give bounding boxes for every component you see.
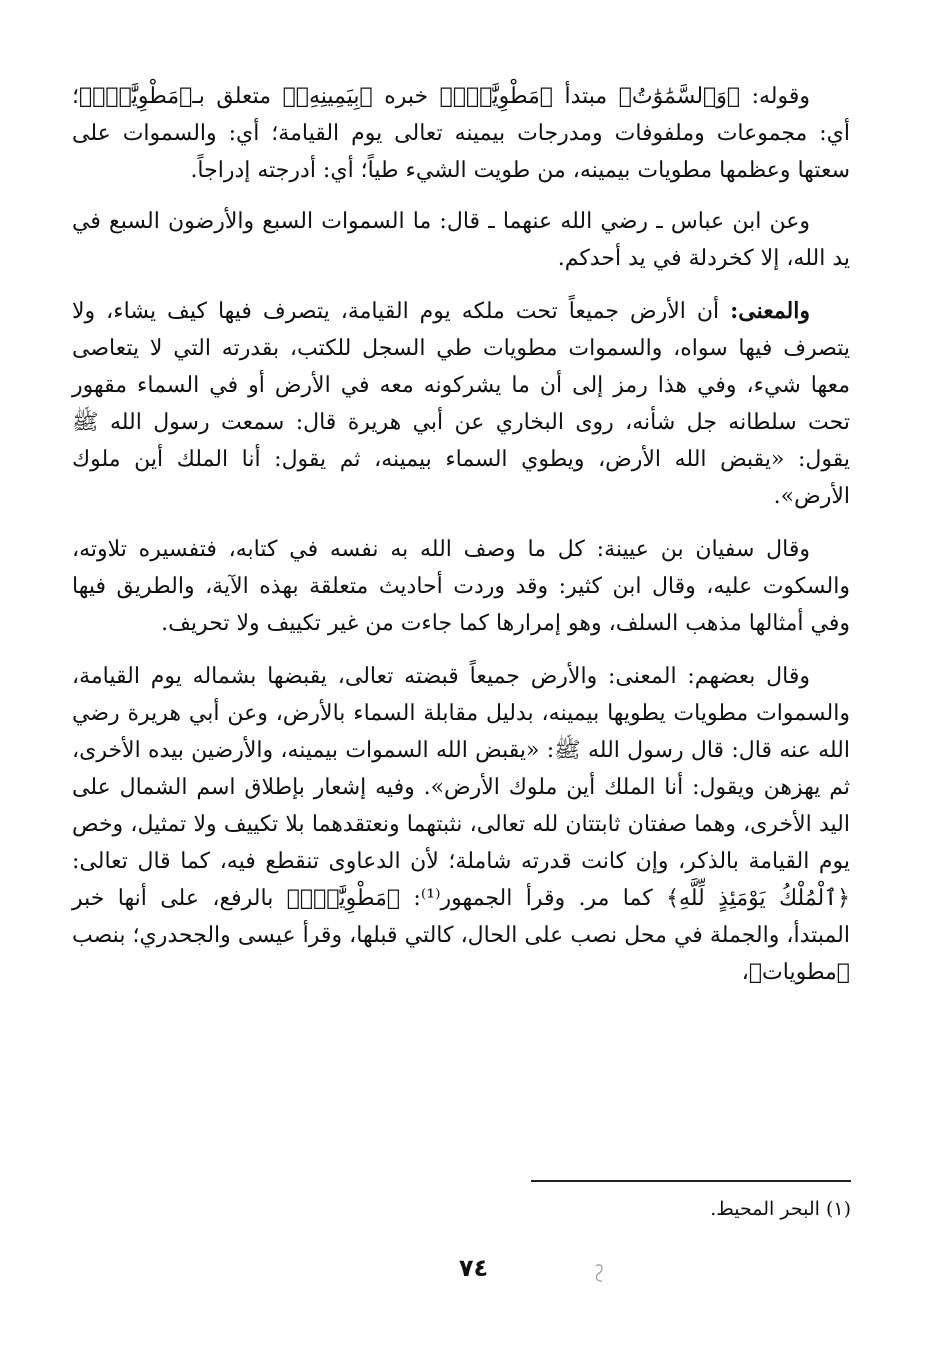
footnote: (١) البحر المحيط.: [710, 1198, 851, 1220]
paragraph: [72, 78, 850, 189]
paragraph: [72, 293, 850, 515]
paragraph-text: أن الأرض جميعاً تحت ملكه يوم القيامة، يتصرف فيها كيف يشاء، ولا يتصرف فيها سواه، والسموات مطويات طي السجل للكتب، بقدرته التي لا يتعاصى معها شيء، وفي هذا رمز إلى أن ما يشركونه معه في الأرض أو في السماء مقهور تحت سلطانه جل شأنه، روى البخاري عن أبي هريرة قال: سمعت رسول الله ﷺ يقول: «يقبض الله الأرض، ويطوي السماء بيمينه، ثم يقول: أنا الملك أين ملوك الأرض».: [72, 299, 850, 509]
paragraph: [72, 658, 850, 991]
page-body: [72, 78, 850, 1007]
paragraph-lead: والمعنى:: [730, 298, 810, 324]
paragraph-text: وقال سفيان بن عيينة: كل ما وصف الله به نفسه في كتابه، فتفسيره تلاوته، والسكوت عليه، وقال ابن كثير: وقد وردت أحاديث متعلقة بهذه الآية، والطريق فيها وفي أمثالها مذهب السلف، وهو إمرارها كما جاءت من غير تكييف ولا تحريف.: [72, 537, 850, 636]
page-number: ٧٤: [458, 1254, 489, 1282]
paragraph-text: وقوله: ﴿وَٱلسَّمَٰوَٰتُ﴾ مبتدأ ﴿مَطْوِيَّٰتٌۢ﴾ خبره ﴿بِيَمِينِهِۦ﴾ متعلق بـ﴿مَطْوِيَّٰتٌۢ﴾؛ أي: مجموعات وملفوفات ومدرجات بيمينه تعالى يوم القيامة؛ أي: والسموات على سعتها وعظمها مطويات بيمينه، من طويت الشيء طياً؛ أي: أدرجته إدراجاً.: [72, 84, 850, 183]
pen-mark-icon: [592, 1262, 606, 1286]
paragraph: [72, 203, 850, 277]
footnote-divider: [531, 1180, 851, 1182]
paragraph-text: وعن ابن عباس ـ رضي الله عنهما ـ قال: ما السموات السبع والأرضون السبع في يد الله، إلا كخردلة في يد أحدكم.: [72, 209, 850, 271]
paragraph: [72, 531, 850, 642]
paragraph-text: وقال بعضهم: المعنى: والأرض جميعاً قبضته تعالى، يقبضها بشماله يوم القيامة، والسموات مطويات يطويها بيمينه، بدليل مقابلة السماء بالأرض، وعن أبي هريرة رضي الله عنه قال: قال رسول الله ﷺ: «يقبض الله السموات بيمينه، والأرضين بيده الأخرى، ثم يهزهن ويقول: أنا الملك أين ملوك الأرض». وفيه إشعار بإطلاق اسم الشمال على اليد الأخرى، وهما صفتان ثابتتان لله تعالى، نثبتهما ونعتقدهما بلا تكييف ولا تمثيل، وخص يوم القيامة بالذكر، وإن كانت قدرته شاملة؛ لأن الدعاوى تنقطع فيه، كما قال تعالى: ﴿ٱلْمُلْكُ يَوْمَئِذٍ لِّلَّهِ﴾ كما مر. وقرأ الجمهور⁽¹⁾: ﴿مَطْوِيَّٰتٌۢ﴾ بالرفع، على أنها خبر المبتدأ، والجملة في محل نصب على الحال، كالتي قبلها، وقرأ عيسى والجحدري؛ بنصب ﴿مطويات﴾،: [72, 664, 850, 985]
